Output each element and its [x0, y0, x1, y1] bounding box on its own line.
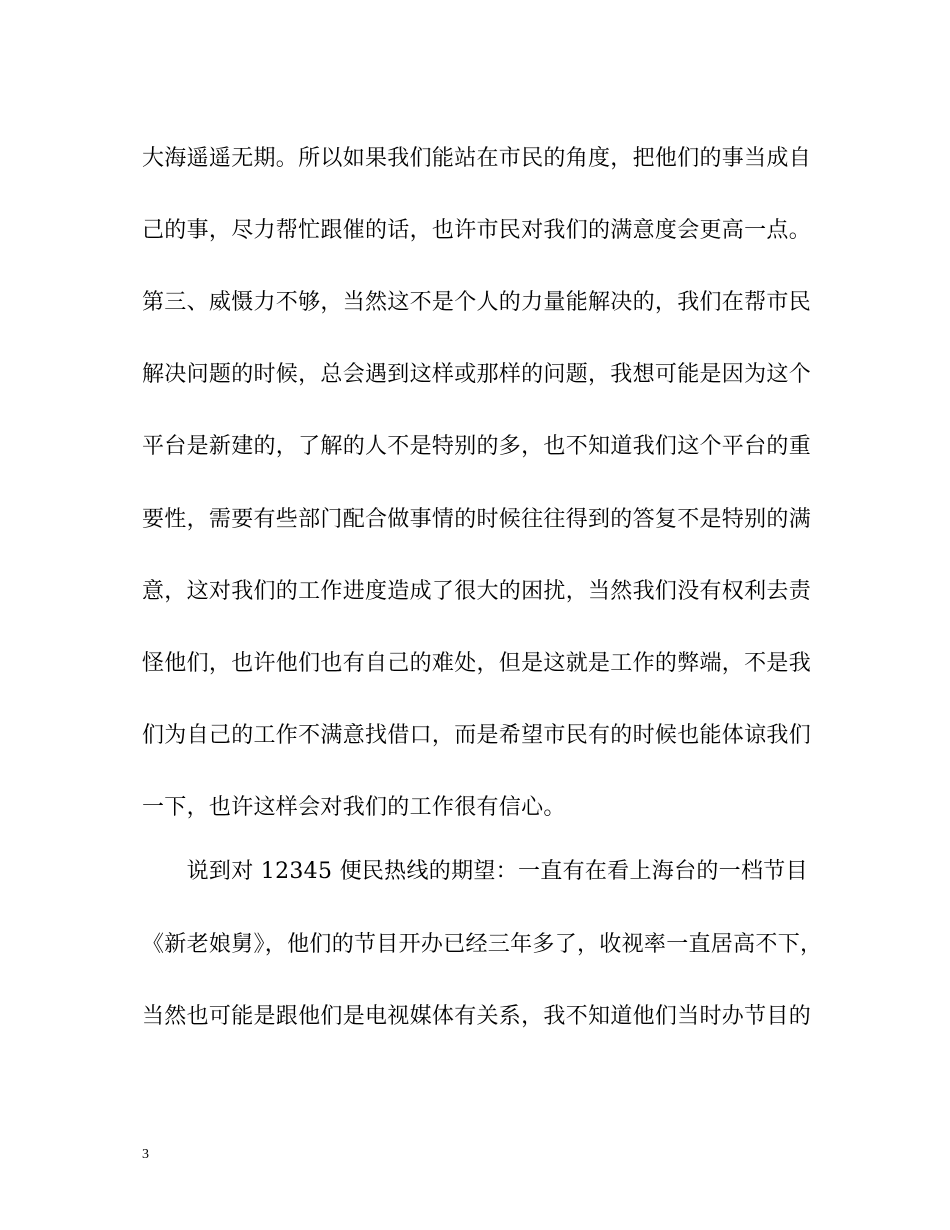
text-line: 当然也可能是跟他们是电视媒体有关系，我不知道他们当时办节目的 [142, 1004, 812, 1029]
text-line: 《新老娘舅》，他们的节目开办已经三年多了，收视率一直居高不下， [142, 932, 823, 957]
text-line: 怪他们，也许他们也有自己的难处，但是这就是工作的弊端，不是我 [142, 651, 812, 676]
page-number: 3 [142, 1147, 149, 1162]
text-line: 意，这对我们的工作进度造成了很大的困扰，当然我们没有权利去责 [142, 579, 812, 604]
text-line: 要性，需要有些部门配合做事情的时候往往得到的答复不是特别的满 [142, 507, 812, 532]
paragraph-start-line: 说到对 12345 便民热线的期望：一直有在看上海台的一档节目 [142, 859, 808, 884]
text-line: 解决问题的时候，总会遇到这样或那样的问题，我想可能是因为这个 [142, 362, 812, 387]
text-line: 大海遥遥无期。所以如果我们能站在市民的角度，把他们的事当成自 [142, 146, 812, 171]
text-line: 己的事，尽力帮忙跟催的话，也许市民对我们的满意度会更高一点。 [142, 218, 812, 243]
text-line: 第三、威慑力不够，当然这不是个人的力量能解决的，我们在帮市民 [142, 290, 812, 315]
text-line: 一下，也许这样会对我们的工作很有信心。 [142, 795, 566, 820]
text-line: 们为自己的工作不满意找借口，而是希望市民有的时候也能体谅我们 [142, 723, 812, 748]
text-line: 平台是新建的，了解的人不是特别的多，也不知道我们这个平台的重 [142, 434, 812, 459]
